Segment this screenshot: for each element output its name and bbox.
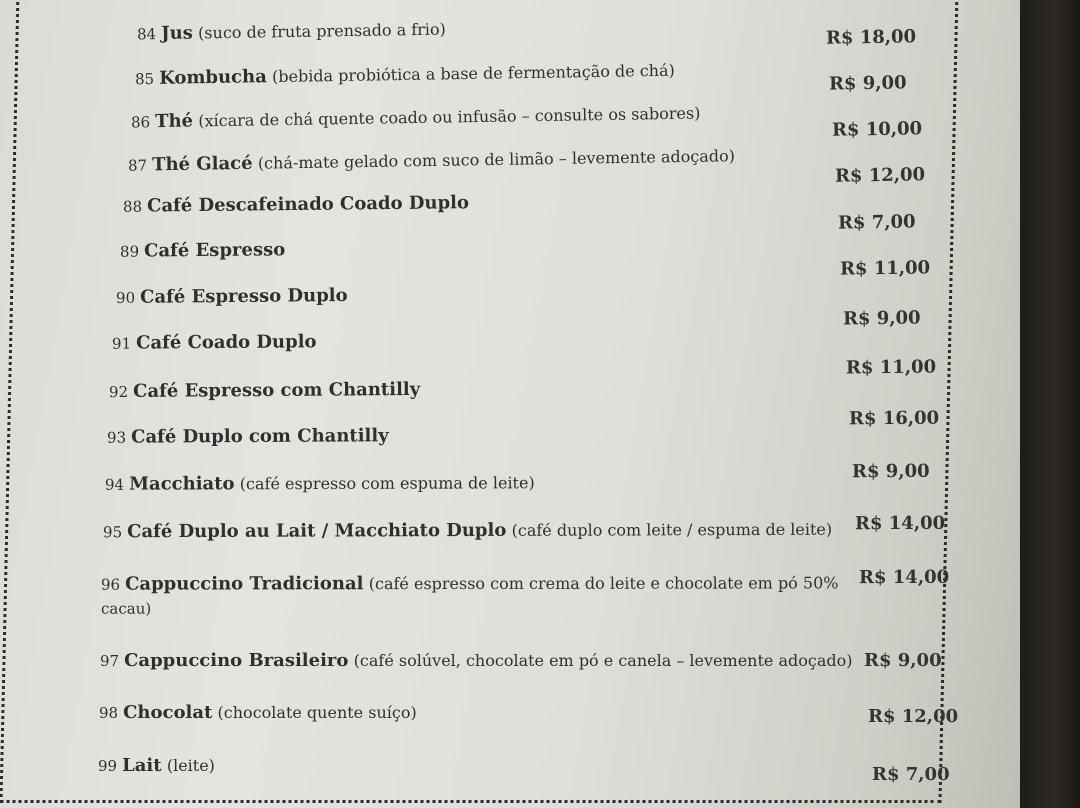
menu-item bbox=[116, 285, 348, 309]
item-description: (bebida probiótica a base de fermentação de chá) bbox=[271, 60, 675, 87]
item-number: 84 bbox=[136, 25, 157, 44]
item-number: 93 bbox=[106, 428, 127, 447]
item-name: Chocolat bbox=[123, 702, 213, 723]
item-name: Macchiato bbox=[129, 473, 235, 495]
menu-item bbox=[103, 519, 832, 544]
item-price: R$ 7,00 bbox=[872, 764, 950, 785]
item-number: 90 bbox=[115, 288, 136, 308]
item-number: 87 bbox=[127, 156, 148, 175]
item-name: Cappuccino Brasileiro bbox=[124, 650, 349, 671]
item-number: 99 bbox=[98, 757, 118, 775]
menu-item bbox=[99, 702, 417, 724]
item-name: Thé bbox=[154, 110, 194, 133]
item-description: (xícara de chá quente coado ou infusão – consulte os sabores) bbox=[198, 103, 701, 131]
item-description: (café solúvel, chocolate em pó e canela – levemente adoçado) bbox=[353, 651, 853, 670]
menu-item bbox=[100, 650, 852, 672]
item-number: 85 bbox=[134, 69, 155, 89]
item-number: 95 bbox=[102, 523, 123, 542]
item-name: Cappuccino Tradicional bbox=[125, 573, 364, 595]
item-name: Café Espresso com Chantilly bbox=[133, 378, 421, 402]
item-number: 86 bbox=[130, 113, 151, 132]
item-description: (chocolate quente suíço) bbox=[217, 703, 417, 722]
item-description: (café espresso com crema do leite e chocolate em pó 50% bbox=[368, 573, 839, 594]
item-name: Café Duplo au Lait / Macchiato Duplo bbox=[127, 519, 507, 543]
item-price: R$ 7,00 bbox=[837, 211, 916, 234]
item-price: R$ 9,00 bbox=[864, 650, 942, 671]
item-name: Kombucha bbox=[158, 66, 267, 89]
item-description-continuation: cacau) bbox=[101, 599, 152, 618]
item-price: R$ 14,00 bbox=[858, 566, 950, 589]
menu-item bbox=[112, 331, 317, 354]
menu-item bbox=[107, 425, 389, 448]
menu-item bbox=[101, 572, 839, 619]
item-price: R$ 16,00 bbox=[848, 407, 940, 430]
item-number: 94 bbox=[104, 475, 125, 494]
item-name: Lait bbox=[122, 755, 162, 776]
item-number: 91 bbox=[111, 334, 132, 353]
item-price: R$ 12,00 bbox=[868, 706, 959, 727]
item-price: R$ 9,00 bbox=[842, 307, 921, 330]
menu-item bbox=[123, 192, 469, 218]
item-name: Thé Glacé bbox=[151, 152, 253, 176]
item-price: R$ 9,00 bbox=[828, 72, 907, 95]
item-description: (suco de fruta prensado a frio) bbox=[197, 19, 446, 43]
item-description: (café espresso com espuma de leite) bbox=[239, 473, 535, 494]
item-number: 96 bbox=[100, 575, 121, 594]
menu-item bbox=[105, 472, 535, 495]
item-number: 97 bbox=[100, 652, 120, 670]
menu-item bbox=[109, 379, 420, 403]
item-name: Jus bbox=[160, 22, 194, 45]
menu-item bbox=[120, 239, 285, 262]
item-price: R$ 18,00 bbox=[825, 26, 917, 49]
item-price: R$ 14,00 bbox=[854, 512, 946, 535]
item-price: R$ 9,00 bbox=[851, 460, 930, 483]
item-price: R$ 12,00 bbox=[834, 164, 926, 187]
item-description: (café duplo com leite / espuma de leite) bbox=[511, 519, 833, 540]
item-name: Café Espresso Duplo bbox=[140, 284, 348, 308]
item-name: Café Duplo com Chantilly bbox=[131, 425, 389, 448]
menu-item bbox=[98, 755, 215, 777]
item-description: (chá-mate gelado com suco de limão – levemente adoçado) bbox=[257, 146, 736, 173]
item-number: 92 bbox=[108, 382, 129, 402]
item-number: 88 bbox=[122, 197, 143, 216]
item-price: R$ 10,00 bbox=[831, 118, 923, 141]
item-price: R$ 11,00 bbox=[839, 257, 931, 280]
item-number: 98 bbox=[99, 704, 119, 722]
item-name: Café Espresso bbox=[143, 239, 286, 262]
item-name: Café Descafeinado Coado Duplo bbox=[146, 192, 470, 217]
item-description: (leite) bbox=[166, 756, 215, 775]
item-name: Café Coado Duplo bbox=[136, 331, 317, 354]
item-number: 89 bbox=[119, 242, 140, 261]
item-price: R$ 11,00 bbox=[845, 356, 937, 379]
background-surface bbox=[1020, 0, 1080, 808]
